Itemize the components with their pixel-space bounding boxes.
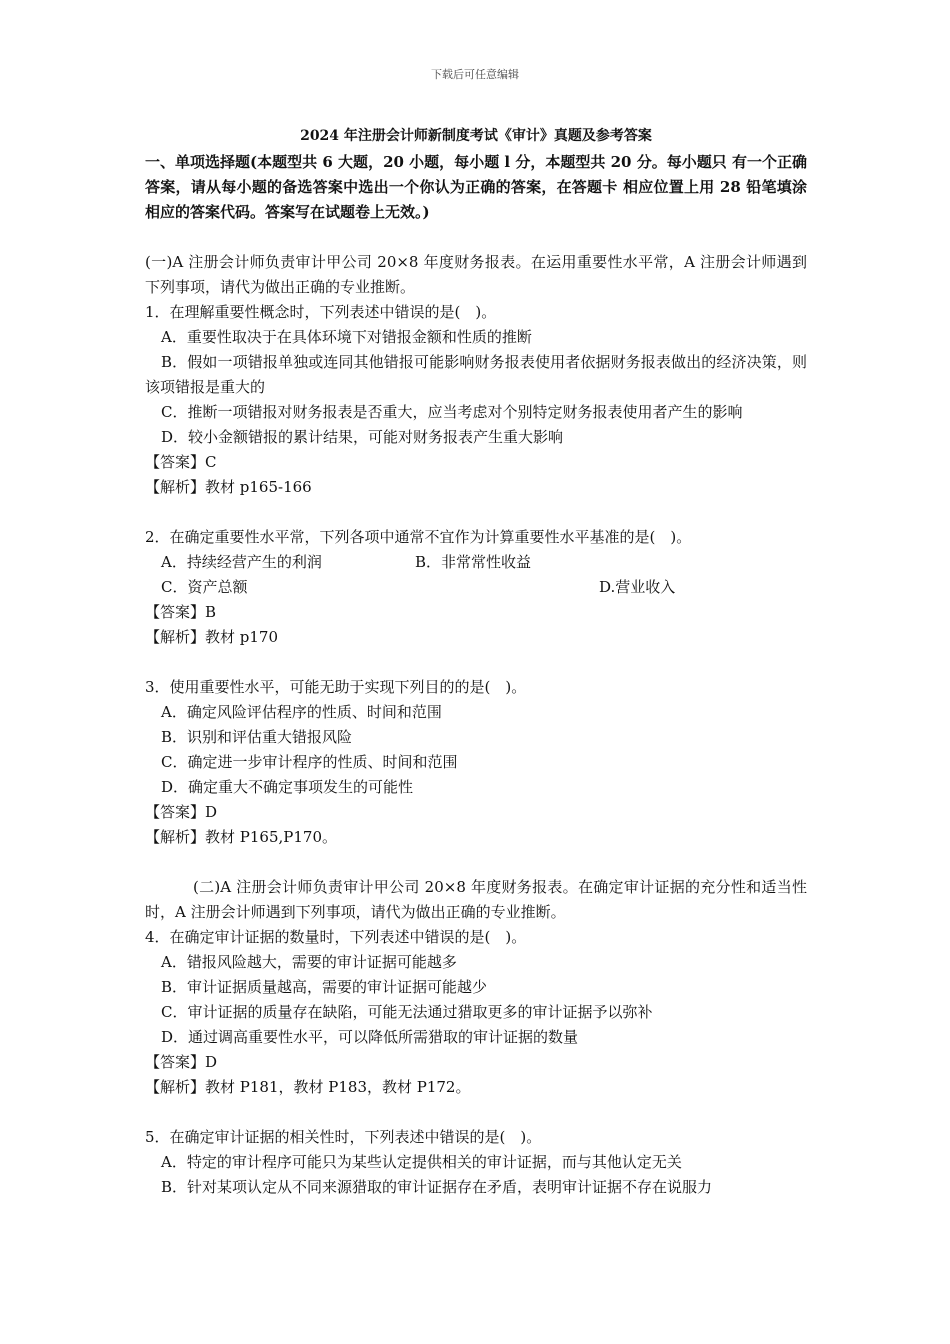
page-header: 下载后可任意编辑 (431, 68, 519, 81)
analysis: 【解析】教材 P181，教材 P183，教材 P172。 (145, 1078, 471, 1096)
spacer (145, 850, 807, 875)
question-stem: 4．在确定审计证据的数量时，下列表述中错误的是( )。 (145, 928, 527, 946)
option-a: A．错报风险越大，需要的审计证据可能越多 (161, 953, 457, 971)
option-b: B．审计证据质量越高，需要的审计证据可能越少 (161, 978, 488, 996)
question-stem: 3．使用重要性水平，可能无助于实现下列目的的是( )。 (145, 678, 527, 696)
option-c: C．审计证据的质量存在缺陷，可能无法通过猎取更多的审计证据予以弥补 (161, 1003, 653, 1021)
question-stem: 2．在确定重要性水平常，下列各项中通常不宜作为计算重要性水平基准的是( )。 (145, 528, 692, 546)
option-a: A．持续经营产生的利润 (161, 553, 322, 571)
section2-intro: (二)A 注册会计师负责审计甲公司 20×8 年度财务报表。在确定审计证据的充分性和适当性时，A 注册会计师遇到下列事项，请代为做出正确的专业推断。 (145, 878, 807, 921)
option-b: B．针对某项认定从不同来源猎取的审计证据存在矛盾，表明审计证据不存在说服力 (161, 1178, 713, 1196)
option-c: C．确定进一步审计程序的性质、时间和范围 (161, 753, 458, 771)
question-3 (145, 675, 807, 850)
option-d: D．通过调高重要性水平，可以降低所需猎取的审计证据的数量 (161, 1028, 579, 1046)
spacer (145, 225, 807, 250)
spacer (145, 1100, 807, 1125)
question-5 (145, 1125, 807, 1200)
question-stem: 1．在理解重要性概念时，下列表述中错误的是( )。 (145, 303, 497, 321)
option-c: C．资产总额 (161, 578, 248, 596)
option-a: A．确定风险评估程序的性质、时间和范围 (161, 703, 442, 721)
analysis: 【解析】教材 p165-166 (145, 478, 312, 496)
question-2 (145, 525, 807, 650)
question-stem: 5．在确定审计证据的相关性时，下列表述中错误的是( )。 (145, 1128, 542, 1146)
document-body (145, 126, 807, 1200)
answer: 【答案】D (145, 803, 218, 821)
option-d: D．确定重大不确定事项发生的可能性 (161, 778, 414, 796)
section1-intro: (一)A 注册会计师负责审计甲公司 20×8 年度财务报表。在运用重要性水平常，A 注册会计师遇到下列事项，请代为做出正确的专业推断。 (145, 253, 807, 296)
option-b: B．识别和评估重大错报风险 (161, 728, 353, 746)
option-d: D．较小金额错报的累计结果，可能对财务报表产生重大影响 (161, 428, 564, 446)
option-b: B．非常常性收益 (415, 553, 532, 571)
options-row (145, 575, 807, 600)
document-title: 2024 年注册会计师新制度考试《审计》真题及参考答案 (300, 128, 652, 144)
section-instruction: 一、单项选择题(本题型共 6 大题，20 小题，每小题 l 分，本题型共 20 分。每小题只 有一个正确答案，请从每小题的备选答案中选出一个你认为正确的答案，在答题卡 相应位置上用 28 铅笔填涂相应的答案代码。答案写在试题卷上无效。) (145, 153, 807, 221)
options-row (145, 550, 807, 575)
option-a: A．重要性取决于在具体环境下对错报金额和性质的推断 (161, 328, 532, 346)
option-c: C．推断一项错报对财务报表是否重大，应当考虑对个别特定财务报表使用者产生的影响 (161, 403, 743, 421)
answer: 【答案】B (145, 603, 217, 621)
analysis: 【解析】教材 p170 (145, 628, 279, 646)
spacer (145, 650, 807, 675)
answer: 【答案】D (145, 1053, 218, 1071)
question-1 (145, 300, 807, 500)
analysis: 【解析】教材 P165,P170。 (145, 828, 337, 846)
option-a: A．特定的审计程序可能只为某些认定提供相关的审计证据，而与其他认定无关 (161, 1153, 682, 1171)
option-b: B．假如一项错报单独或连同其他错报可能影响财务报表使用者依据财务报表做出的经济决策，则该项错报是重大的 (145, 353, 807, 396)
spacer (145, 500, 807, 525)
option-d: D.营业收入 (599, 578, 676, 596)
question-4 (145, 925, 807, 1100)
answer: 【答案】C (145, 453, 217, 471)
